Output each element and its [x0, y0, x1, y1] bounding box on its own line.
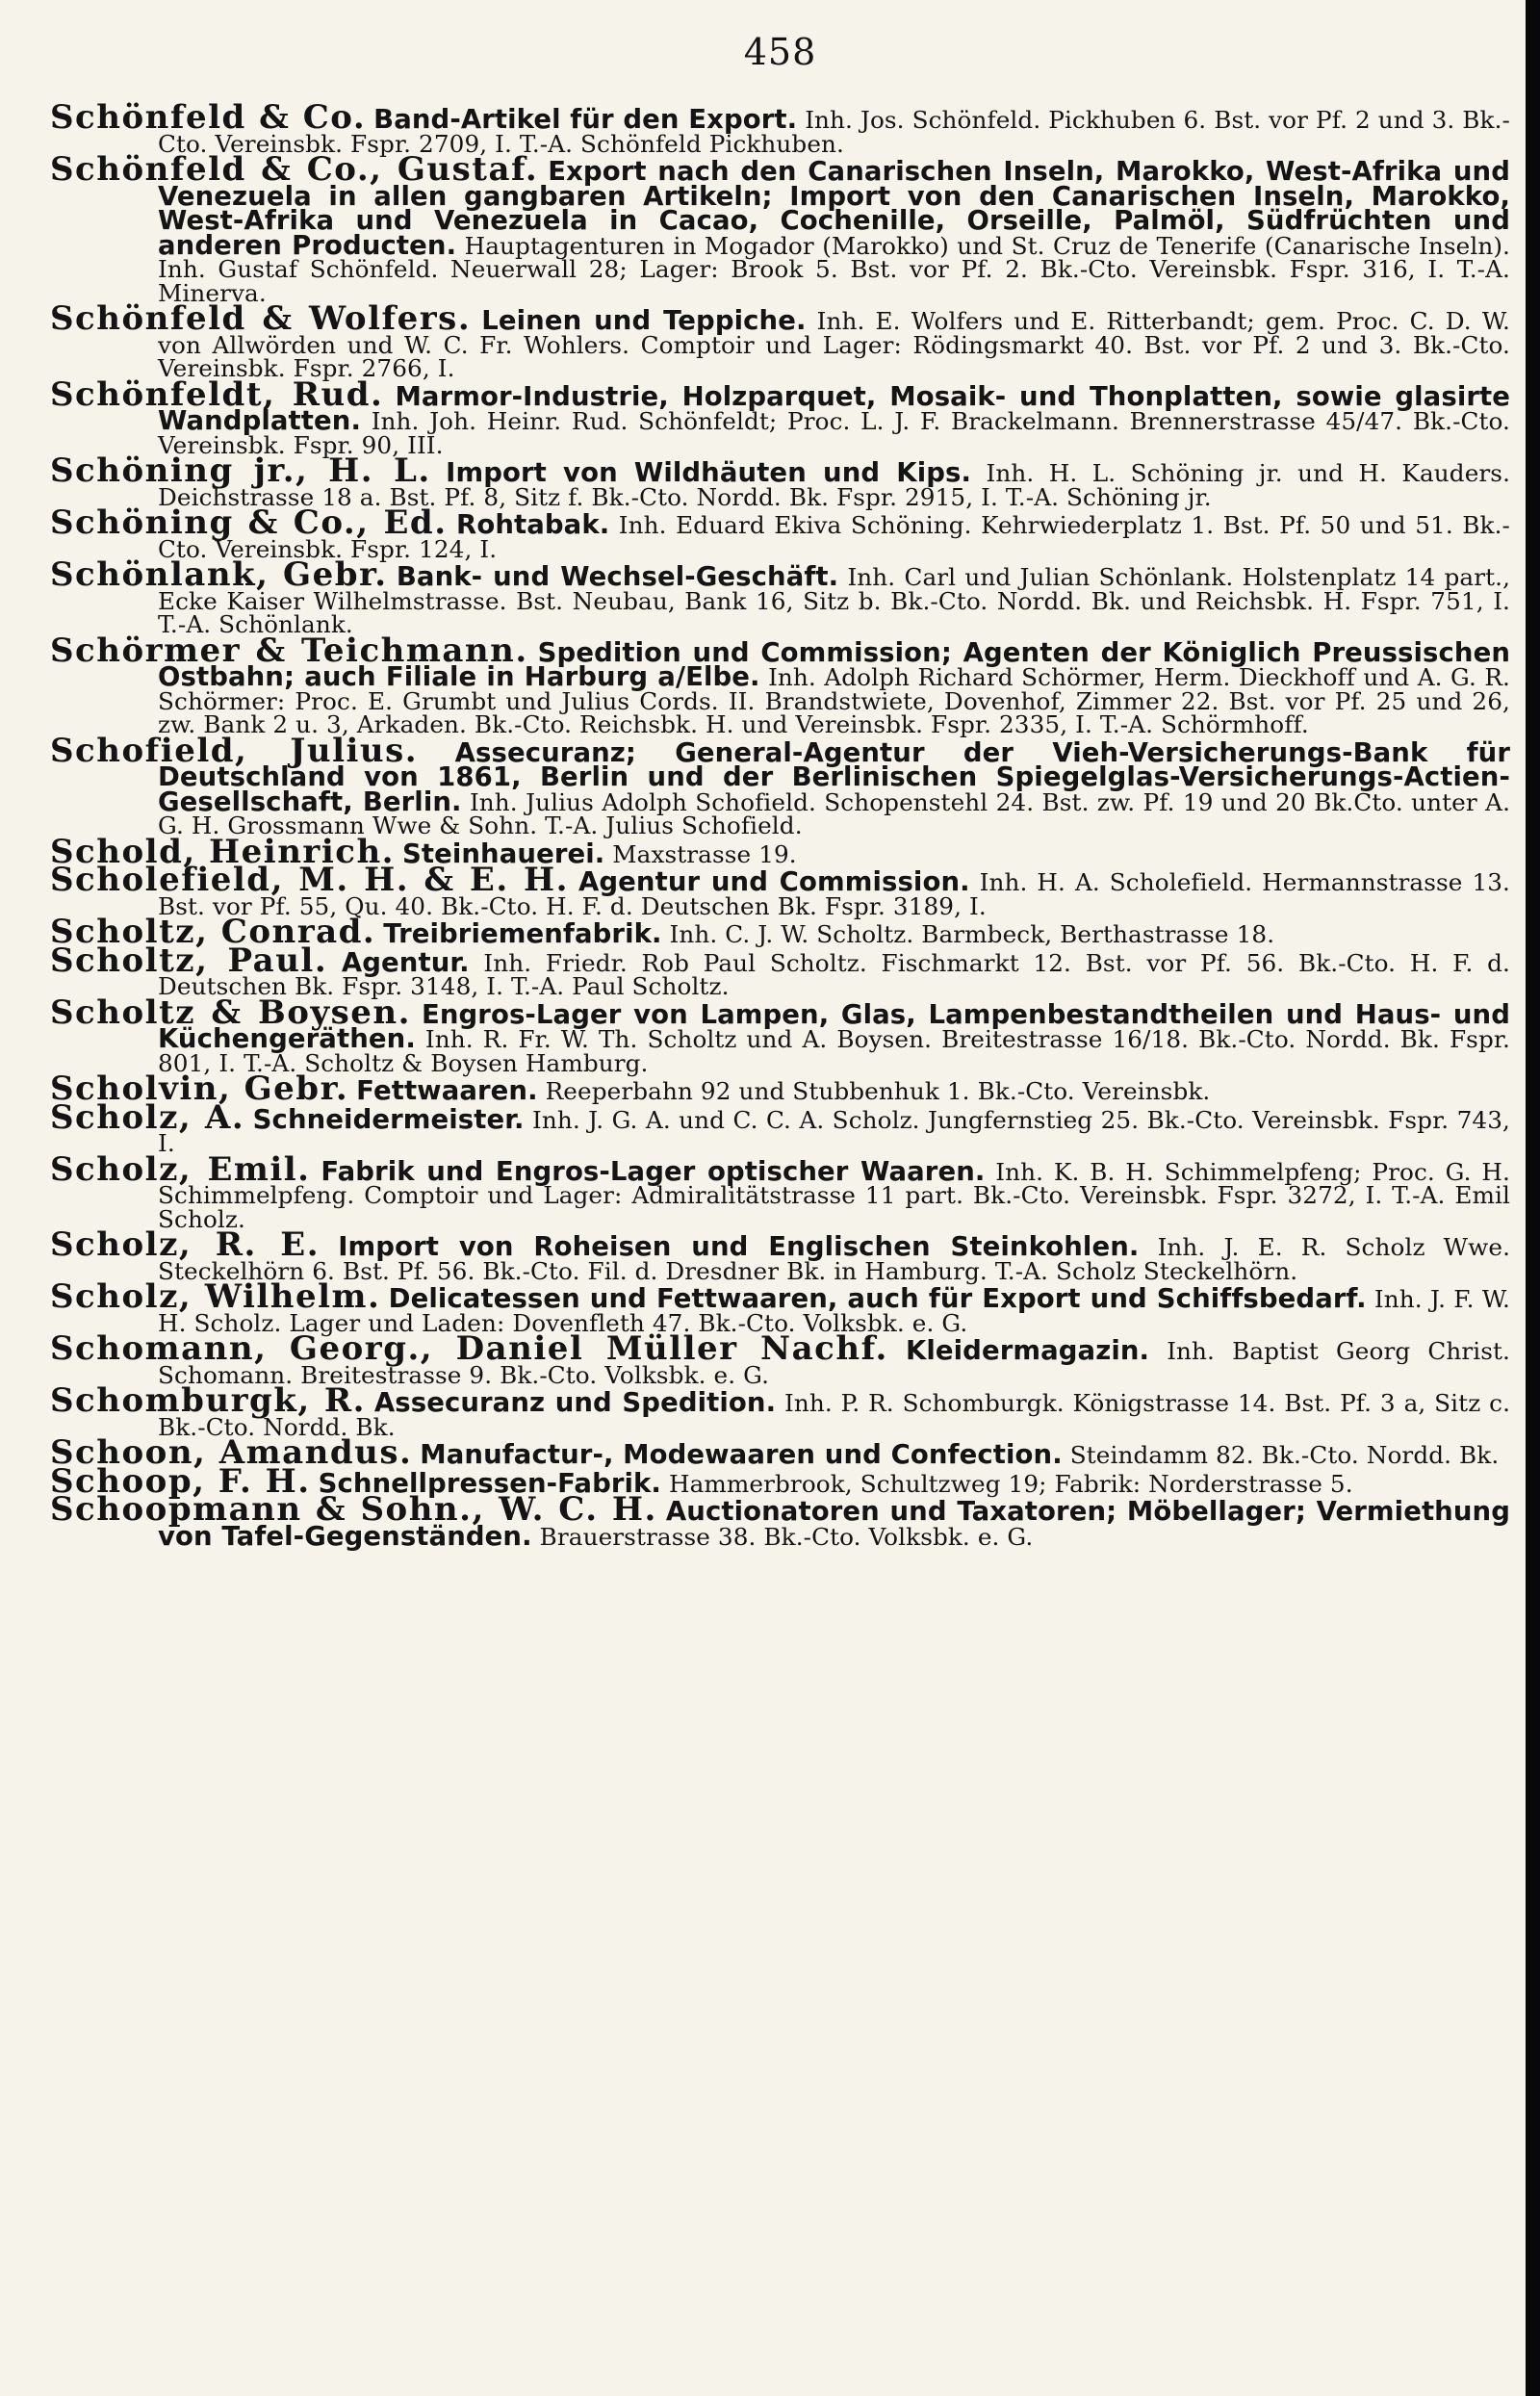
entry-trade: Import von Roheisen und Englischen Steinkohlen. [338, 1231, 1140, 1262]
entry-trade: Fettwaaren. [356, 1075, 538, 1106]
directory-entry [50, 451, 1511, 511]
entry-name: Schofield, Julius. [50, 731, 419, 770]
entry-trade: Schnellpressen-Fabrik. [318, 1467, 661, 1499]
entry-details: Steindamm 82. Bk.-Cto. Nordd. Bk. [1069, 1441, 1500, 1469]
entry-trade: Delicatessen und Fettwaaren, auch für Export und Schiffsbedarf. [388, 1283, 1367, 1314]
entry-details: Inh. Jos. Schönfeld. Pickhuben 6. Bst. vor Pf. 2 und 3. Bk.-Cto. Vereinsbk. Fspr. 2709, I. T.-A. Schönfeld Pickhuben. [158, 106, 1510, 158]
entry-name: Scholz, R. E. [50, 1225, 321, 1264]
entry-name: Schönfeld & Co. [50, 98, 367, 137]
entry-trade: Treibriemenfabrik. [383, 918, 662, 949]
entry-trade: Engros-Lager von Lampen, Glas, Lampenbestandtheilen und Haus- und Küchengeräthen. [158, 998, 1511, 1054]
entry-name: Scholz, Wilhelm. [50, 1277, 381, 1316]
entry-trade: Bank- und Wechsel-Geschäft. [396, 561, 839, 592]
directory-entry [50, 1329, 1510, 1389]
entry-details: Inh. P. R. Schomburgk. Königstrasse 14. Bst. Pf. 3 a, Sitz c. Bk.-Cto. Nordd. Bk. [158, 1389, 1511, 1441]
entry-name: Schold, Heinrich. [50, 832, 395, 871]
entry-name: Schoon, Amandus. [50, 1433, 413, 1472]
entry-name: Scholtz, Paul. [50, 940, 328, 980]
entry-details: Inh. R. Fr. W. Th. Scholtz und A. Boysen. Breitestrasse 16/18. Bk.-Cto. Nordd. Bk. Fspr. 801, I. T.-A. Scholtz & Boysen Hamburg. [158, 1025, 1510, 1077]
entry-details: Inh. H. L. Schöning jr. und H. Kauders. Deichstrasse 18 a. Bst. Pf. 8, Sitz f. Bk.-Cto. Nordd. Bk. Fspr. 2915, I. T.-A. Schöning jr. [158, 459, 1511, 511]
entry-details: Inh. E. Wolfers und E. Ritterbandt; gem. Proc. C. D. W. von Allwörden und W. C. Fr. Wohlers. Comptoir und Lager: Rödingsmarkt 40. Bst. vor Pf. 2 und 3. Bk.-Cto. Vereinsbk. Fspr. 2766, I. [158, 307, 1510, 382]
entry-name: Schomann, Georg., Daniel Müller Nachf. [50, 1329, 888, 1368]
entry-details: Hauptagenturen in Mogador (Marokko) und St. Cruz de Tenerife (Canarische Inseln). Inh. Gustaf Schönfeld. Neuerwall 28; Lager: Brook 5. Bst. vor Pf. 2. Bk.-Cto. Vereinsbk. Fspr. 316, I. T.-A. Minerva. [158, 231, 1510, 307]
page-number: 458 [743, 31, 817, 73]
directory-entry [50, 1149, 1510, 1233]
entry-trade: Auctionatoren und Taxatoren; Möbellager; Vermiethung von Tafel-Gegenständen. [158, 1496, 1511, 1552]
entry-trade: Marmor-Industrie, Holzparquet, Mosaik- und Thonplatten, sowie glasirte Wandplatten. [158, 380, 1510, 436]
entry-details: Inh. Carl und Julian Schönlank. Holstenplatz 14 part., Ecke Kaiser Wilhelmstrasse. Bst. Neubau, Bank 16, Sitz b. Bk.-Cto. Nordd. Bk. und Reichsbk. H. Fspr. 751, I. T.-A. Schönlank. [158, 563, 1511, 638]
entry-details: Inh. K. B. H. Schimmelpfeng; Proc. G. H. Schimmelpfeng. Comptoir und Lager: Admiralitätstrasse 11 part. Bk.-Cto. Vereinsbk. Fspr. 3272, I. T.-A. Emil Scholz. [158, 1157, 1510, 1233]
entry-trade: Rohtabak. [456, 509, 610, 540]
entry-details: Brauerstrasse 38. Bk.-Cto. Volksbk. e. G. [539, 1522, 1034, 1551]
entry-details: Inh. Eduard Ekiva Schöning. Kehrwiederplatz 1. Bst. Pf. 50 und 51. Bk.-Cto. Vereinsbk. Fspr. 124, I. [158, 511, 1510, 563]
entry-trade: Export nach den Canarischen Inseln, Marokko, West-Afrika und Venezuela in allen gangbaren Artikeln; Import von den Canarischen Inseln, Marokko, West-Afrika und Venezuela in Cacao, Cochenille, Orseille, Palmöl, Südfrüchten und anderen Producten. [158, 156, 1510, 261]
entry-name: Schöning jr., H. L. [50, 451, 431, 490]
entry-details: Inh. Julius Adolph Schofield. Schopenstehl 24. Bst. zw. Pf. 19 und 20 Bk.Cto. unter A. G. H. Grossmann Wwe & Sohn. T.-A. Julius Schofield. [158, 787, 1511, 839]
directory-entry [50, 1097, 1510, 1157]
directory-entry [50, 940, 1510, 1000]
entry-details: Inh. J. E. R. Scholz Wwe. Steckelhörn 6. Bst. Pf. 56. Bk.-Cto. Fil. d. Dresdner Bk. in Hamburg. T.-A. Scholz Steckelhörn. [158, 1233, 1511, 1285]
entry-details: Inh. Joh. Heinr. Rud. Schönfeldt; Proc. L. J. F. Brackelmann. Brennerstrasse 45/47. Bk.-Cto. Vereinsbk. Fspr. 90, III. [158, 407, 1510, 459]
entry-name: Schoopmann & Sohn., W. C. H. [50, 1490, 657, 1529]
directory-entry [50, 631, 1511, 738]
entry-trade: Agentur. [341, 946, 470, 978]
directory-entry [50, 299, 1510, 382]
entry-details: Inh. Baptist Georg Christ. Schomann. Breitestrasse 9. Bk.-Cto. Volksbk. e. G. [158, 1337, 1510, 1389]
entry-trade: Manufactur-, Modewaaren und Confection. [420, 1439, 1063, 1470]
entry-name: Scholz, A. [50, 1097, 245, 1137]
directory-entry [50, 555, 1511, 638]
entry-details: Maxstrasse 19. [612, 839, 797, 868]
directory-entry [50, 731, 1511, 839]
entry-name: Schörmer & Teichmann. [50, 631, 528, 670]
entry-list [50, 98, 1511, 1552]
directory-entry [50, 503, 1510, 563]
entry-details: Inh. J. G. A. und C. C. A. Scholz. Jungfernstieg 25. Bk.-Cto. Vereinsbk. Fspr. 743, I. [158, 1105, 1510, 1157]
directory-entry [50, 1277, 1510, 1337]
entry-trade: Import von Wildhäuten und Kips. [446, 457, 972, 488]
entry-trade: Agentur und Commission. [578, 866, 970, 897]
entry-details: Inh. H. A. Scholefield. Hermannstrasse 13. Bst. vor Pf. 55, Qu. 40. Bk.-Cto. H. F. d. Deutschen Bk. Fspr. 3189, I. [158, 868, 1511, 920]
entry-name: Schomburgk, R. [50, 1381, 367, 1420]
entry-name: Schönlank, Gebr. [50, 555, 388, 594]
entry-name: Schönfeld & Co., Gustaf. [50, 150, 539, 189]
entry-name: Schönfeldt, Rud. [50, 374, 384, 414]
entry-trade: Leinen und Teppiche. [481, 305, 807, 336]
entry-name: Schönfeld & Wolfers. [50, 299, 472, 338]
entry-trade: Spedition und Commission; Agenten der Königlich Preussischen Ostbahn; auch Filiale in Harburg a/Elbe. [158, 636, 1511, 692]
entry-name: Scholtz, Conrad. [50, 913, 376, 951]
entry-trade: Band-Artikel für den Export. [373, 104, 798, 135]
directory-entry [50, 861, 1511, 920]
entry-details: Hammerbrook, Schultzweg 19; Fabrik: Norderstrasse 5. [668, 1469, 1353, 1498]
entry-details: Reeperbahn 92 und Stubbenhuk 1. Bk.-Cto. Vereinsbk. [545, 1077, 1211, 1105]
directory-entry [50, 374, 1510, 459]
entry-trade: Fabrik und Engros-Lager optischer Waaren. [321, 1155, 986, 1187]
directory-entry [50, 150, 1510, 307]
entry-name: Scholvin, Gebr. [50, 1069, 349, 1108]
entry-name: Schoop, F. H. [50, 1461, 311, 1501]
entry-name: Scholtz & Boysen. [50, 992, 411, 1032]
entry-details: Inh. C. J. W. Scholtz. Barmbeck, Berthastrasse 18. [669, 920, 1275, 948]
directory-entry [50, 98, 1510, 158]
entry-trade: Assecuranz; General-Agentur der Vieh-Versicherungs-Bank für Deutschland von 1861, Berlin und der Berlinischen Spiegelglas-Versicherungs-Actien-Gesellschaft, Berlin. [158, 736, 1511, 817]
entry-name: Scholz, Emil. [50, 1149, 311, 1189]
entry-name: Scholefield, M. H. & E. H. [50, 861, 570, 899]
directory-entry [50, 1381, 1511, 1441]
scan-edge [1526, 0, 1540, 2396]
entry-trade: Kleidermagazin. [905, 1335, 1150, 1366]
directory-entry [50, 1490, 1511, 1552]
directory-entry [50, 1069, 1510, 1108]
entry-details: Inh. Friedr. Rob Paul Scholtz. Fischmarkt 12. Bst. vor Pf. 56. Bk.-Cto. H. F. d. Deutschen Bk. Fspr. 3148, I. T.-A. Paul Scholtz. [158, 948, 1510, 1000]
entry-details: Inh. J. F. W. H. Scholz. Lager und Laden: Dovenfleth 47. Bk.-Cto. Volksbk. e. G. [158, 1285, 1510, 1337]
entry-trade: Schneidermeister. [252, 1103, 525, 1135]
directory-entry [50, 1225, 1511, 1285]
entry-trade: Steinhauerei. [401, 837, 605, 869]
entry-details: Inh. Adolph Richard Schörmer, Herm. Dieckhoff und A. G. R. Schörmer: Proc. E. Grumbt und Julius Cords. II. Brandstwiete, Dovenhof, Zimmer 22. Bst. vor Pf. 25 und 26, zw. Bank 2 u. 3, Arkaden. Bk.-Cto. Reichsbk. H. und Vereinsbk. Fspr. 2335, I. T.-A. Schörmhoff. [158, 663, 1510, 738]
entry-name: Schöning & Co., Ed. [50, 503, 448, 542]
directory-entry [50, 992, 1511, 1077]
entry-trade: Assecuranz und Spedition. [373, 1387, 777, 1418]
